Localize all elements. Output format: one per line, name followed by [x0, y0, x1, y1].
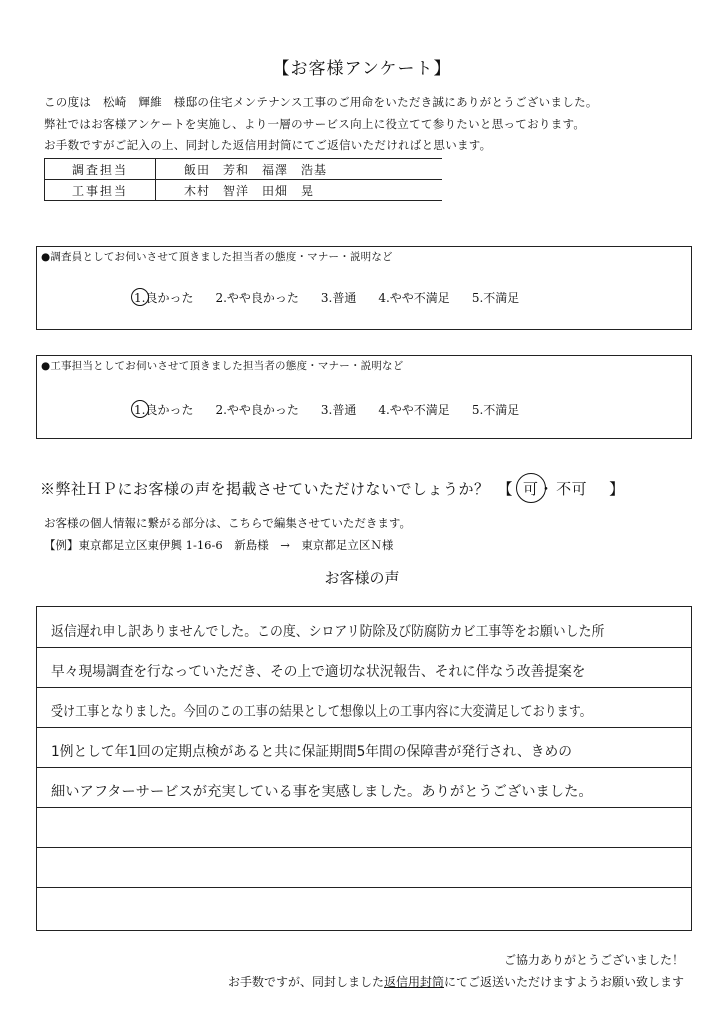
voice-line-1: 返信遅れ申し訳ありませんでした。この度、シロアリ防除及び防腐防カビ工事等をお願いした所 — [51, 624, 605, 640]
voice-rule — [37, 727, 691, 728]
q1-option-2[interactable]: 2.やや良かった — [215, 291, 299, 305]
voice-line-3: 受け工事となりました。今回のこの工事の結果として想像以上の工事内容に大変満足しております。 — [51, 704, 592, 720]
staff-table — [44, 158, 442, 201]
question-1-label: ●調査員としてお伺いさせて頂きました担当者の態度・マナー・説明など — [41, 251, 393, 263]
voice-rule — [37, 807, 691, 808]
q1-option-1[interactable]: 1.良かった — [134, 291, 194, 305]
voice-line-4: 1例として年1回の定期点検があると共に保証期間5年間の保障書が発行され、きめの — [51, 744, 572, 760]
voice-box — [36, 606, 692, 931]
permission-no[interactable]: 不可 — [556, 480, 588, 498]
permission-bracket-open: 【 — [497, 480, 514, 498]
intro-line-2: 弊社ではお客様アンケートを実施し、より一層のサービス向上に役立てて参りたいと思っております。 — [44, 117, 586, 131]
voice-line-5: 細いアフターサービスが充実している事を実感しました。ありがとうございました。 — [51, 784, 593, 800]
q1-option-3[interactable]: 3.普通 — [320, 291, 357, 305]
voice-rule — [37, 847, 691, 848]
staff-role: 工事担当 — [45, 180, 156, 201]
page-title: 【お客様アンケート】 — [272, 59, 452, 79]
question-2-label: ●工事担当としてお伺いさせて頂きました担当者の態度・マナー・説明など — [41, 360, 404, 372]
permission-bracket-close: 】 — [609, 480, 625, 498]
intro-line-1: この度は 松崎 輝維 様邸の住宅メンテナンス工事のご用命をいただき誠にありがとうございました。 — [44, 95, 598, 109]
staff-row-survey — [45, 159, 443, 180]
question-2-box — [36, 355, 692, 439]
voice-line-2: 早々現場調査を行なっていただき、その上で適切な状況報告、それに伴なう改善提案を — [51, 664, 586, 680]
q2-option-4[interactable]: 4.やや不満足 — [378, 403, 450, 417]
q2-option-3[interactable]: 3.普通 — [320, 403, 357, 417]
question-1-options — [134, 289, 541, 306]
footer-note-underlined: 返信用封筒 — [383, 975, 444, 989]
footer-note-post: にてご返送いただけますようお願い致します — [443, 975, 684, 989]
voice-heading: お客様の声 — [324, 569, 400, 587]
footer-note-pre: お手数ですが、同封しました — [227, 975, 384, 989]
staff-role: 調査担当 — [45, 159, 156, 180]
q2-option-2[interactable]: 2.やや良かった — [215, 403, 299, 417]
q2-selected-circle — [131, 400, 149, 418]
voice-rule — [37, 687, 691, 688]
q1-option-5[interactable]: 5.不満足 — [471, 291, 520, 305]
intro-line-3: お手数ですがご記入の上、同封した返信用封筒にてご返信いただければと思います。 — [44, 138, 492, 152]
q1-selected-circle — [131, 288, 149, 306]
q2-option-1[interactable]: 1.良かった — [134, 403, 194, 417]
voice-rule — [37, 887, 691, 888]
question-2-options — [134, 401, 541, 418]
privacy-example: 【例】東京都足立区東伊興 1-16-6 新島様 → 東京都足立区Ｎ様 — [44, 538, 394, 552]
privacy-note: お客様の個人情報に繋がる部分は、こちらで編集させていただきます。 — [44, 516, 411, 530]
q2-option-5[interactable]: 5.不満足 — [471, 403, 520, 417]
permission-yes[interactable] — [523, 478, 539, 499]
staff-names: 飯田 芳和 福澤 浩基 — [156, 159, 443, 180]
permission-yes-label: 可 — [523, 480, 539, 498]
footer-thanks: ご協力ありがとうございました！ — [503, 953, 684, 967]
permission-question — [40, 478, 625, 499]
permission-sep: ・ — [538, 480, 555, 498]
staff-names: 木村 智洋 田畑 晃 — [156, 180, 443, 201]
staff-row-construction — [45, 180, 443, 201]
voice-rule — [37, 767, 691, 768]
permission-selected-circle — [516, 473, 546, 503]
voice-rule — [37, 647, 691, 648]
permission-question-text: ※弊社ＨＰにお客様の声を掲載させていただけないでしょうか？ — [40, 480, 490, 498]
q1-option-4[interactable]: 4.やや不満足 — [378, 291, 450, 305]
question-1-box — [36, 246, 692, 330]
footer-note — [228, 973, 684, 990]
